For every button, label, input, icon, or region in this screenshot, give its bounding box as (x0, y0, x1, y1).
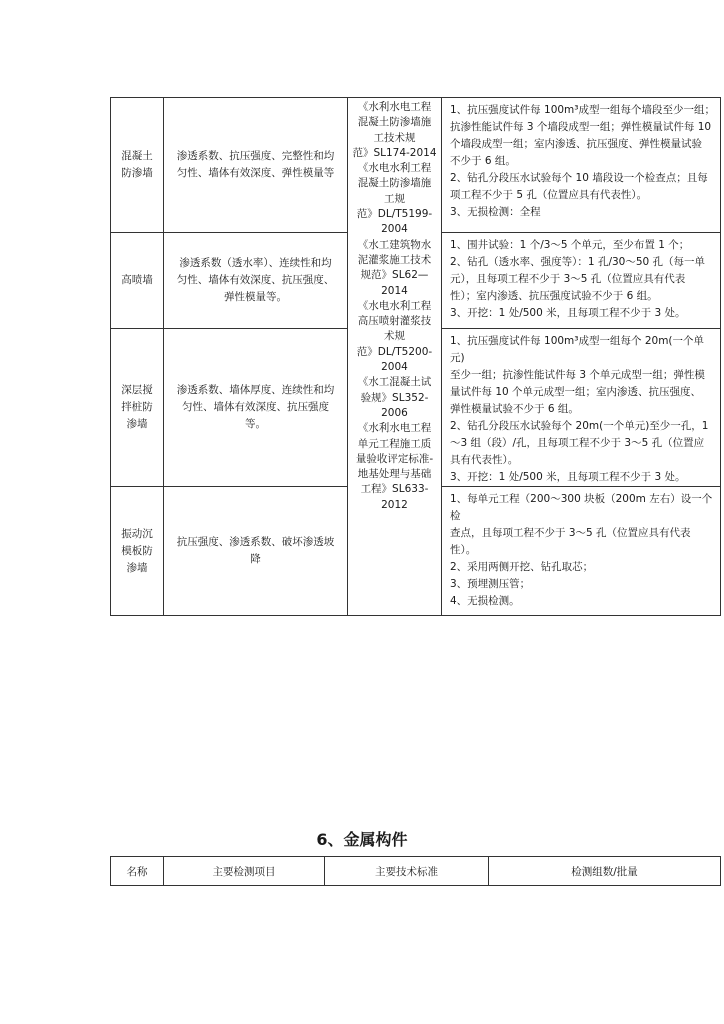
section-title: 6、金属构件 (316, 830, 408, 849)
row-frequency: 1、围井试验：1 个/3～5 个单元，至少布置 1 个； 2、钻孔（透水率、强度等）：1 孔/30～50 孔（每一单 元），且每项工程不少于 3～5 孔（位置应具有代表 性）；室内渗透、抗压强度试验不少于 6 组。 3、开挖：1 处/500 米，且每项工程不少于 3 处。 (442, 233, 721, 329)
table-row (111, 98, 721, 233)
row-name: 振动沉 模板防 渗墙 (111, 487, 164, 616)
row-frequency: 1、抗压强度试件每 100m³成型一组每个 20m(一个单元) 至少一组；抗渗性能试件每 3 个单元成型一组；弹性模 量试件每 10 个单元成型一组；室内渗透、抗压强度、 弹性模量试验不少于 6 组。 2、钻孔分段压水试验每个 20m(一个单元)至少一孔，1 ～3 组（段）/孔，且每项工程不少于 3～5 孔（位置应 具有代表性）。 3、开挖：1 处/500 米，且每项工程不少于 3 处。 (442, 329, 721, 487)
row-name: 混凝土 防渗墙 (111, 98, 164, 233)
row-test-items: 抗压强度、渗透系数、破坏渗透坡 降 (164, 487, 348, 616)
table-header-row (111, 857, 721, 886)
row-name: 深层搅 拌桩防 渗墙 (111, 329, 164, 487)
header-test-groups-batch: 检测组数/批量 (489, 857, 721, 886)
header-technical-standards: 主要技术标准 (325, 857, 489, 886)
seepage-wall-table (110, 97, 721, 616)
row-test-items: 渗透系数、墙体厚度、连续性和均 匀性、墙体有效深度、抗压强度 等。 (164, 329, 348, 487)
row-frequency: 1、每单元工程（200～300 块板（200m 左右）设一个检 查点，且每项工程不少于 3～5 孔（位置应具有代表 性）。 2、采用两侧开挖、钻孔取芯； 3、预埋测压管； 4、无损检测。 (442, 487, 721, 616)
row-name: 高喷墙 (111, 233, 164, 329)
row-test-items: 渗透系数（透水率）、连续性和均 匀性、墙体有效深度、抗压强度、 弹性模量等。 (164, 233, 348, 329)
header-name: 名称 (111, 857, 164, 886)
metal-components-table (110, 856, 721, 886)
technical-standards-cell: 《水利水电工程 混凝土防渗墙施 工技术规 范》SL174-2014 《水电水利工程 混凝土防渗墙施 工规 范》DL/T5199- 2004 《水工建筑物水 泥灌浆施工技术 规范》SL62— 2014 《水电水利工程 高压喷射灌浆技 术规 范》DL/T5200- 2004 《水工混凝土试 验规》SL352- 2006 《水利水电工程 单元工程施工质 量验收评定标准- 地基处理与基础 工程》SL633- 2012 (348, 98, 442, 616)
row-test-items: 渗透系数、抗压强度、完整性和均 匀性、墙体有效深度、弹性模量等 (164, 98, 348, 233)
row-frequency: 1、抗压强度试件每 100m³成型一组每个墙段至少一组； 抗渗性能试件每 3 个墙段成型一组；弹性模量试件每 10 个墙段成型一组；室内渗透、抗压强度、弹性模量试验 不少于 6 组。 2、钻孔分段压水试验每个 10 墙段设一个检查点；且每 项工程不少于 5 孔（位置应具有代表性）。 3、无损检测：全程 (442, 98, 721, 233)
header-test-items: 主要检测项目 (164, 857, 325, 886)
